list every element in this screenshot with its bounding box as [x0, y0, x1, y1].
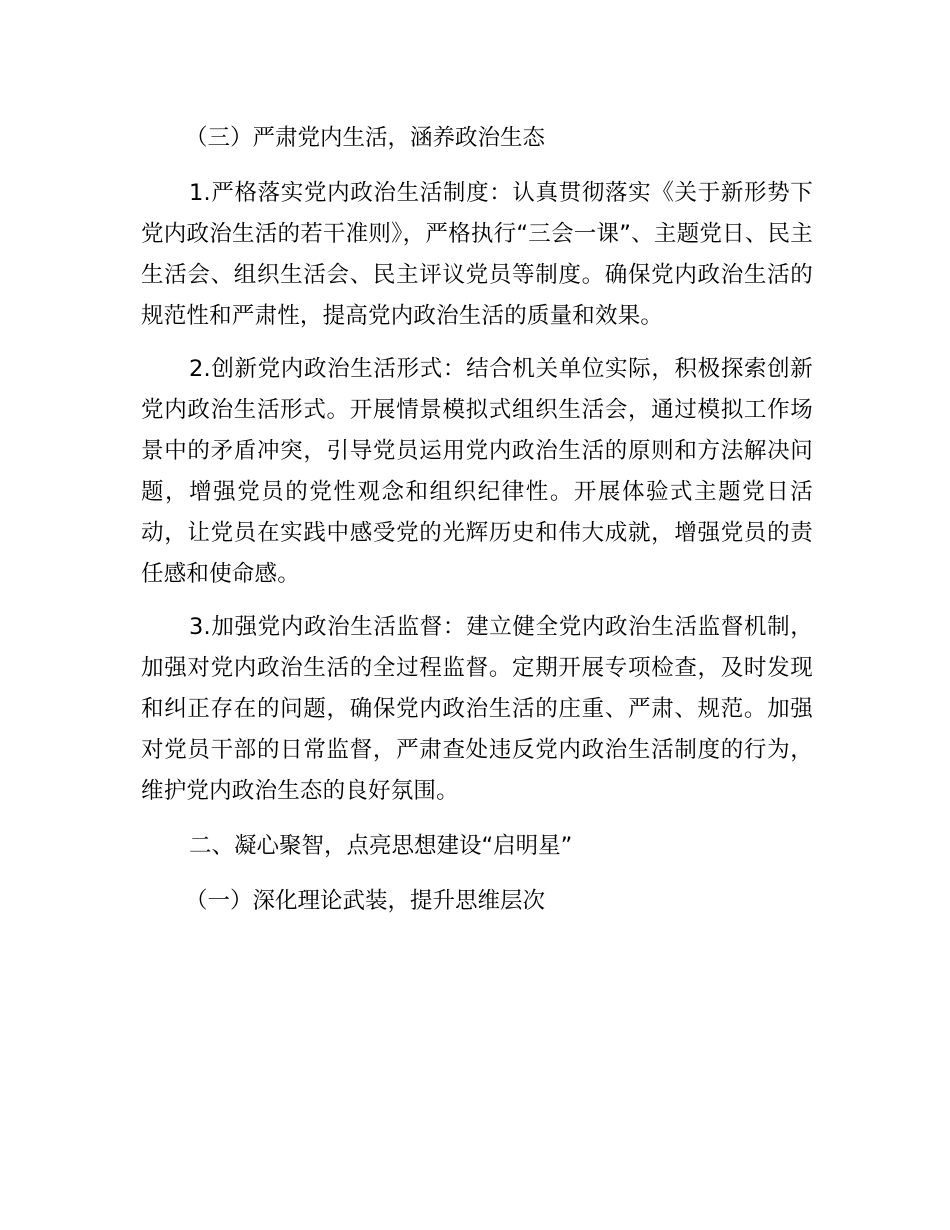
paragraph-item-3: 3.加强党内政治生活监督：建立健全党内政治生活监督机制，加强对党内政治生活的全过程监督。定期开展专项检查，及时发现和纠正存在的问题，确保党内政治生活的庄重、严肃、规范。加强对党员干部的日常监督，严肃查处违反党内政治生活制度的行为，维护党内政治生态的良好氛围。: [141, 614, 813, 804]
subheading-section-3: （三）严肃党内生活，涵养政治生态: [185, 125, 546, 151]
document-page: [141, 118, 813, 922]
paragraph-item-2: 2.创新党内政治生活形式：结合机关单位实际，积极探索创新党内政治生活形式。开展情景模拟式组织生活会，通过模拟工作场景中的矛盾冲突，引导党员运用党内政治生活的原则和方法解决问题，增强党员的党性观念和组织纪律性。开展体验式主题党日活动，让党员在实践中感受党的光辉历史和伟大成就，增强党员的责任感和使命感。: [141, 356, 813, 587]
paragraph-item-1: 1.严格落实党内政治生活制度：认真贯彻落实《关于新形势下党内政治生活的若干准则》，严格执行“三会一课”、主题党日、民主生活会、组织生活会、民主评议党员等制度。确保党内政治生活的规范性和严肃性，提高党内政治生活的质量和效果。: [141, 180, 813, 329]
heading-part-2: 二、凝心聚智，点亮思想建设“启明星”: [189, 833, 573, 859]
subheading-section-1: （一）深化理论武装，提升思维层次: [185, 888, 546, 914]
